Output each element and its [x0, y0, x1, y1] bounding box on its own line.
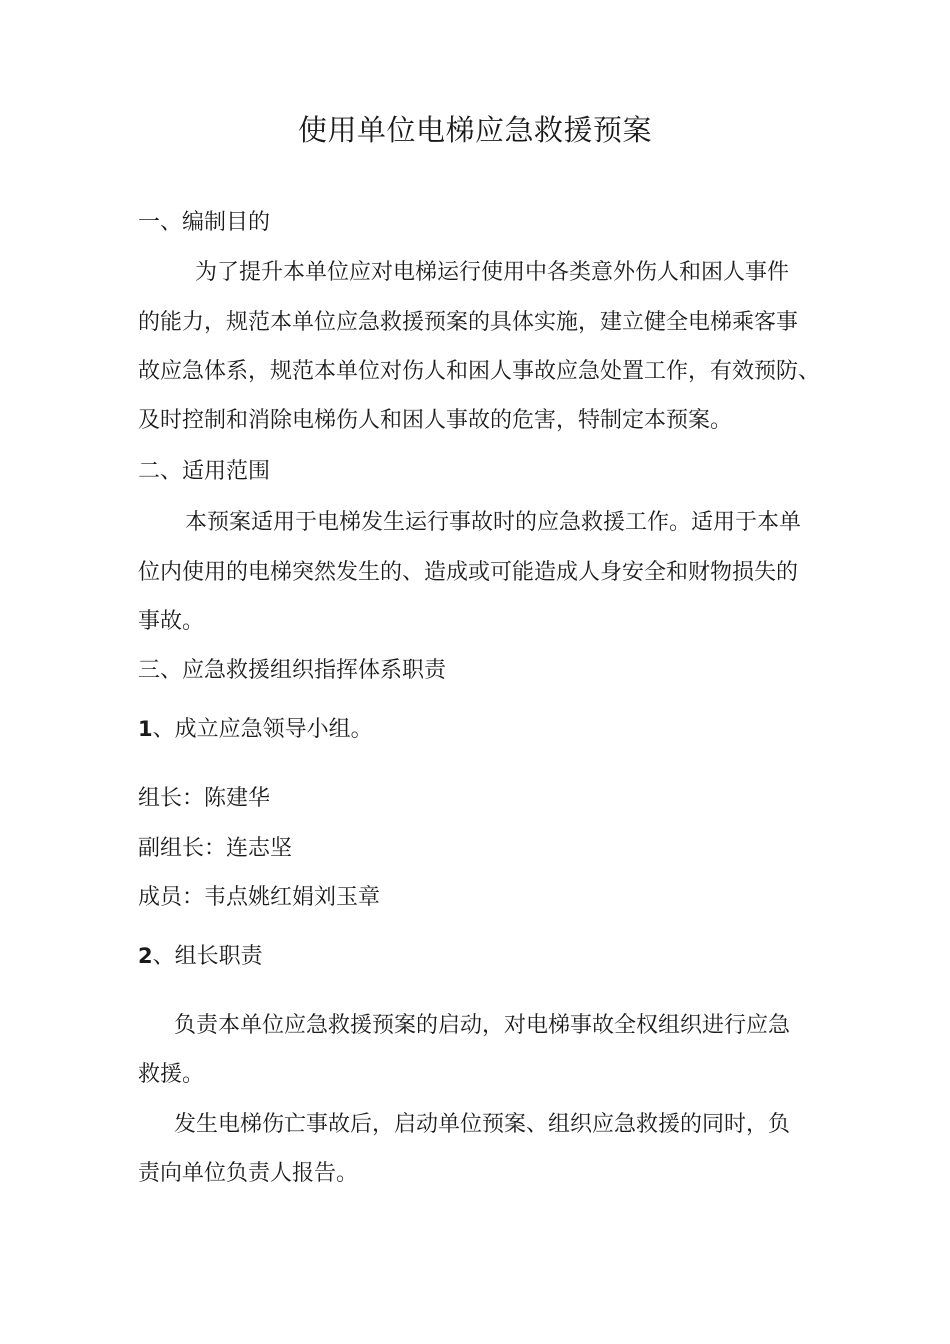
item-number: 2: [138, 944, 153, 968]
numbered-item-2: [138, 941, 263, 972]
item-number: 1: [138, 717, 153, 741]
section-heading-scope: 二、适用范围: [138, 459, 271, 484]
paragraph-line: 发生电梯伤亡事故后，启动单位预案、组织应急救援的同时，负: [174, 1112, 791, 1137]
paragraph-line: 位内使用的电梯突然发生的、造成或可能造成人身安全和财物损失的: [138, 560, 799, 585]
paragraph-line: 事故。: [138, 609, 205, 634]
item-text: 、组长职责: [152, 944, 263, 969]
paragraph-line: 故应急体系，规范本单位对伤人和困人事故应急处置工作，有效预防、: [138, 359, 821, 384]
numbered-item-1: [138, 714, 373, 745]
item-text: 、成立应急领导小组。: [152, 717, 373, 742]
paragraph-line: 的能力，规范本单位应急救援预案的具体实施，建立健全电梯乘客事: [138, 310, 799, 335]
document-title: 使用单位电梯应急救援预案: [297, 113, 652, 147]
paragraph-line: 为了提升本单位应对电梯运行使用中各类意外伤人和困人事件: [195, 260, 790, 285]
section-heading-organization: 三、应急救援组织指挥体系职责: [138, 658, 447, 683]
team-leader: 组长：陈建华: [138, 786, 271, 811]
team-vice-leader: 副组长：连志坚: [138, 836, 293, 861]
paragraph-line: 负责本单位应急救援预案的启动，对电梯事故全权组织进行应急: [174, 1013, 791, 1038]
paragraph-line: 责向单位负责人报告。: [138, 1161, 359, 1186]
paragraph-line: 及时控制和消除电梯伤人和困人事故的危害，特制定本预案。: [138, 408, 733, 433]
paragraph-line: 本预案适用于电梯发生运行事故时的应急救援工作。适用于本单: [185, 510, 802, 535]
section-heading-purpose: 一、编制目的: [138, 210, 271, 235]
paragraph-line: 救援。: [138, 1062, 205, 1087]
team-members: 成员：韦点姚红娟刘玉章: [138, 885, 381, 910]
